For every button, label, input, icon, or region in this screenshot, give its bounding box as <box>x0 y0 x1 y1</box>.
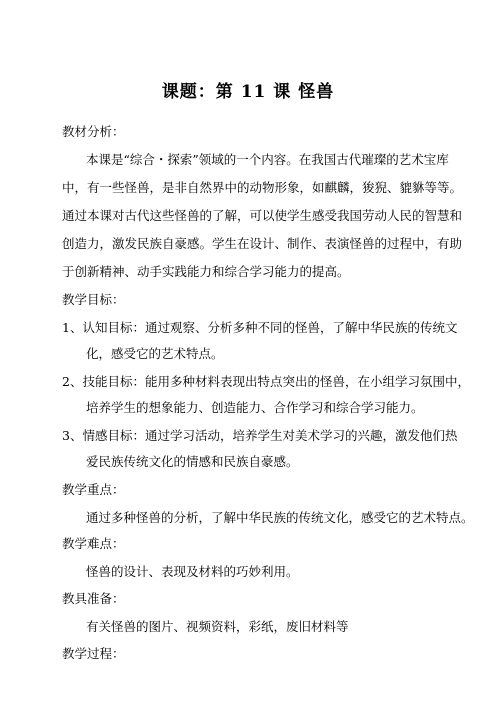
goal-item-line: 爱民族传统文化的情感和民族自豪感。 <box>86 454 299 469</box>
goal-item-line: 1、认知目标：通过观察、分析多种不同的怪兽，了解中华民族的传统文 <box>62 320 458 335</box>
section-heading-analysis: 教材分析： <box>62 124 125 139</box>
analysis-line: 本课是“综合・探索”领域的一个内容。在我国古代璀璨的艺术宝库 <box>86 152 449 167</box>
analysis-line: 通过本课对古代这些怪兽的了解，可以使学生感受我国劳动人民的智慧和 <box>62 208 463 223</box>
analysis-line: 于创新精神、动手实践能力和综合学习能力的提高。 <box>62 264 350 279</box>
section-heading-process: 教学过程： <box>62 646 125 661</box>
goal-item-line: 3、情感目标：通过学习活动，培养学生对美术学习的兴趣，激发他们热 <box>62 428 458 443</box>
analysis-line: 创造力，激发民族自豪感。学生在设计、制作、表演怪兽的过程中，有助 <box>62 236 463 251</box>
section-heading-goals: 教学目标： <box>62 292 125 307</box>
section-heading-key-points: 教学重点： <box>62 482 125 497</box>
difficulties-text: 怪兽的设计、表现及材料的巧妙利用。 <box>86 564 299 579</box>
goal-item-line: 培养学生的想象能力、创造能力、合作学习和综合学习能力。 <box>86 400 424 415</box>
section-heading-materials: 教具准备： <box>62 591 125 606</box>
page-title: 课题：第 11 课 怪兽 <box>161 82 335 102</box>
section-heading-difficulties: 教学难点： <box>62 536 125 551</box>
analysis-line: 中，有一些怪兽，是非自然界中的动物形象，如麒麟，狻猊、貔貅等等。 <box>62 180 463 195</box>
goal-item-line: 化，感受它的艺术特点。 <box>86 346 224 361</box>
key-points-text: 通过多种怪兽的分析，了解中华民族的传统文化，感受它的艺术特点。 <box>86 510 474 525</box>
materials-text: 有关怪兽的图片、视频资料，彩纸，废旧材料等 <box>86 619 349 634</box>
goal-item-line: 2、技能目标：能用多种材料表现出特点突出的怪兽，在小组学习氛围中， <box>62 374 470 389</box>
